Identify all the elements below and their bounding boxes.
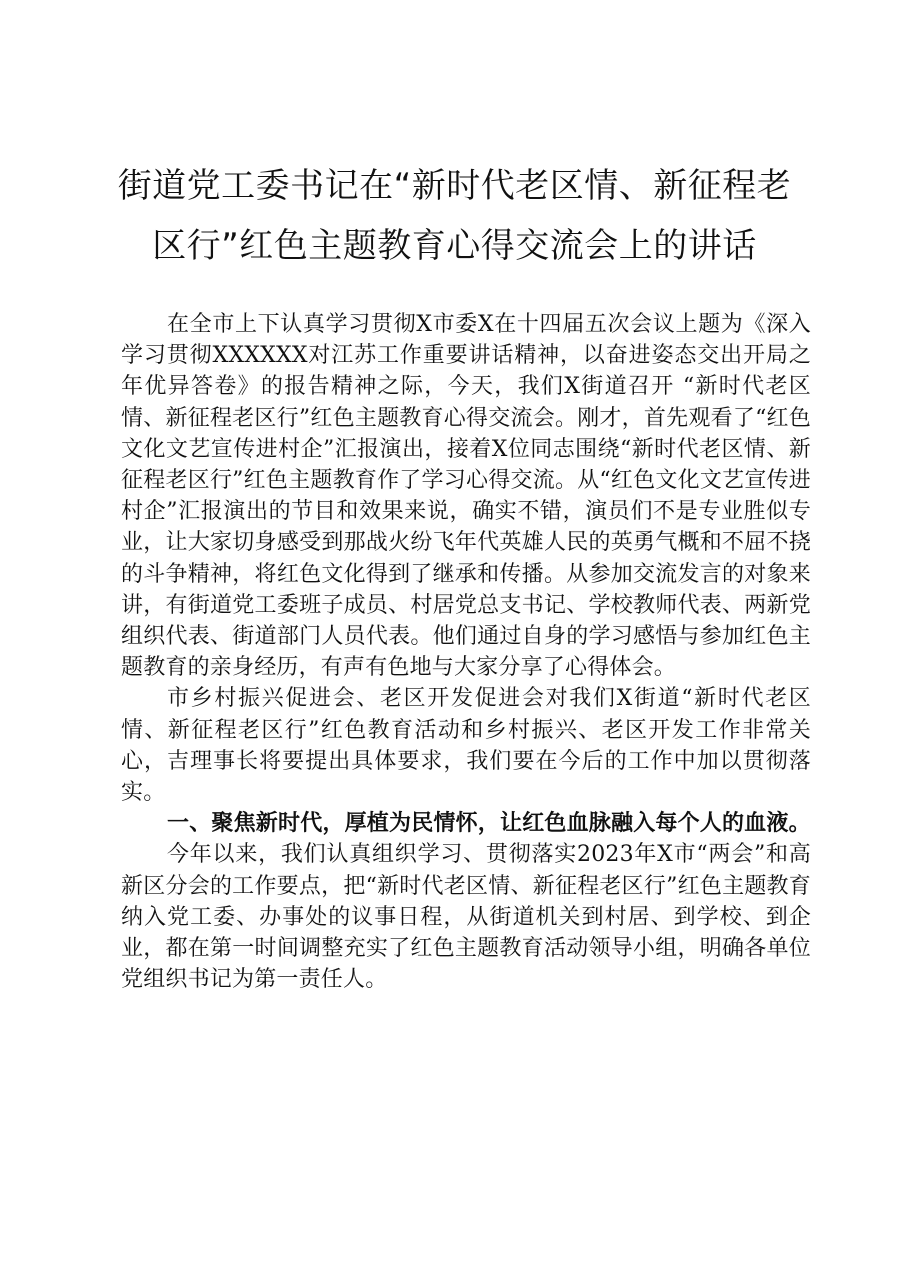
title-line-1: 街道党工委书记在“新时代老区情、新征程老	[117, 166, 792, 206]
section-heading-1: 一、聚焦新时代，厚植为民情怀，让红色血脉融入每个人的血液。	[167, 811, 811, 837]
document-title	[100, 156, 809, 276]
paragraph-intro: 在全市上下认真学习贯彻X市委X在十四届五次会议上题为《深入学习贯彻XXXXXX对江苏工作重要讲话精神，以奋进姿态交出开局之年优异答卷》的报告精神之际，今天，我们X街道召开 “新时代老区情、新征程老区行”红色主题教育心得交流会。刚才，首先观看了“红色文化文艺宣传进村企”汇报演出，接着X位同志围绕“新时代老区情、新征程老区行”红色主题教育作了学习心得交流。从“红色文化文艺宣传进村企”汇报演出的节目和效果来说，确实不错，演员们不是专业胜似专业，让大家切身感受到那战火纷飞年代英雄人民的英勇气概和不屈不挠的斗争精神，将红色文化得到了继承和传播。从参加交流发言的对象来讲，有街道党工委班子成员、村居党总支书记、学校教师代表、两新党组织代表、街道部门人员代表。他们通过自身的学习感悟与参加红色主题教育的亲身经历，有声有色地与大家分享了心得体会。	[121, 312, 811, 681]
document-body	[121, 309, 811, 995]
paragraph-promotion-association: 市乡村振兴促进会、老区开发促进会对我们X街道“新时代老区情、新征程老区行”红色教育活动和乡村振兴、老区开发工作非常关心，吉理事长将要提出具体要求，我们要在今后的工作中加以贯彻落实。	[121, 686, 811, 806]
title-line-2: 区行”红色主题教育心得交流会上的讲话	[152, 226, 757, 266]
paragraph-this-year: 今年以来，我们认真组织学习、贯彻落实2023年X市“两会”和高新区分会的工作要点，把“新时代老区情、新征程老区行”红色主题教育纳入党工委、办事处的议事日程，从街道机关到村居、到学校、到企业，都在第一时间调整充实了红色主题教育活动领导小组，明确各单位党组织书记为第一责任人。	[121, 842, 811, 993]
